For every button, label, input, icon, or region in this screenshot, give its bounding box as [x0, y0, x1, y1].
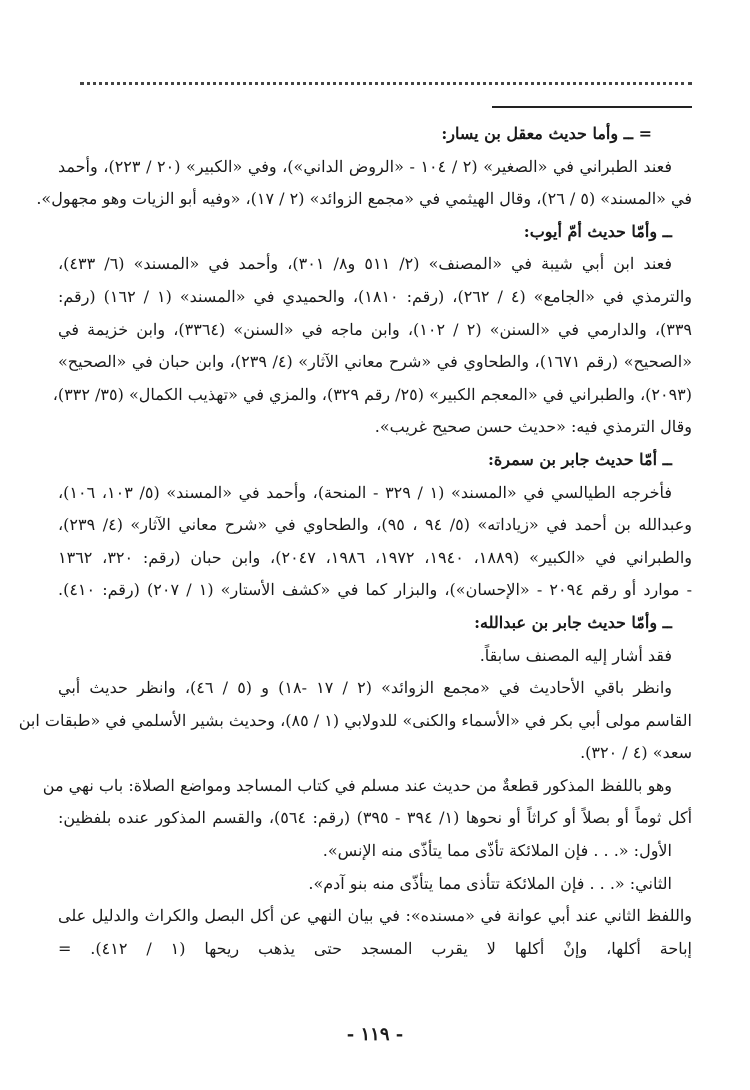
footnote-text [18, 118, 693, 965]
text-line: إباحة أكلها، وإنْ أكلها لا يقرب المسجد حتى يذهب ريحها (١ / ٤١٢). = [58, 938, 692, 958]
footnote-separator [492, 106, 692, 108]
text-line: سعد» (٤ / ٣٢٠). [580, 743, 692, 763]
text-line: واللفظ الثاني عند أبي عوانة في «مسنده»: في بيان النهي عن أكل البصل والكراث والدليل على [58, 906, 692, 926]
page-number: - ١١٩ - [346, 1024, 404, 1045]
text-line: والترمذي في «الجامع» (٤ / ٢٦٢)، (رقم: ١٨١٠)، والحميدي في «المسند» (١ / ١٦٢) (رقم: [58, 286, 693, 306]
text-line: والطبراني في «الكبير» (١٨٨٩، ١٩٤٠، ١٩٧٢، ١٩٨٦، ٢٠٤٧)، وابن حبان (رقم: ٣٢٠، ١٣٦٢ [58, 547, 693, 567]
text-line: فأخرجه الطيالسي في «المسند» (١ / ٣٢٩ - المنحة)، وأحمد في «المسند» (٥/ ١٠٣، ١٠٦)، [58, 482, 672, 502]
text-line: وانظر باقي الأحاديث في «مجمع الزوائد» (٢ / ١٧ -١٨) و (٥ / ٤٦)، وانظر حديث أبي [58, 678, 672, 698]
section-heading: ــ وأمّا حديث جابر بن عبدالله: [474, 612, 672, 632]
text-line: القاسم مولى أبي بكر في «الأسماء والكنى» للدولابي (١ / ٨٥)، وحديث بشير الأسلمي في «طبقات ابن [18, 710, 692, 730]
header-dotted-rule [80, 82, 692, 85]
text-line: ٣٣٩)، والدارمي في «السنن» (٢ / ١٠٢)، وابن ماجه في «السنن» (٣٣٦٤)، وابن خزيمة في [58, 319, 693, 339]
text-line: (٢٠٩٣)، والطبراني في «المعجم الكبير» (٢٥/ رقم ٣٢٩)، والمزي في «تهذيب الكمال» (٣٥/ ٣٣٢)، [52, 384, 692, 404]
text-line: وهو باللفظ المذكور قطعةٌ من حديث عند مسلم في كتاب المساجد ومواضع الصلاة: باب نهي من [42, 775, 672, 795]
text-line: «الصحيح» (رقم ١٦٧١)، والطحاوي في «شرح معاني الآثار» (٤/ ٢٣٩)، وابن حبان في «الصحيح» [58, 352, 693, 372]
section-heading: = ــ وأما حديث معقل بن يسار: [441, 124, 652, 143]
text-line: الثاني: «. . . فإن الملائكة تتأذى مما يتأذّى منه بنو آدم». [308, 873, 672, 893]
section-heading: ــ وأمّا حديث أمّ أيوب: [523, 221, 672, 241]
text-line: فعند ابن أبي شيبة في «المصنف» (٢/ ٥١١ و٨/ ٣٠١)، وأحمد في «المسند» (٦/ ٤٣٣)، [58, 254, 673, 274]
text-line: الأول: «. . . فإن الملائكة تأذّى مما يتأذّى منه الإنس». [322, 841, 672, 861]
text-line: فعند الطبراني في «الصغير» (٢ / ١٠٤ - «الروض الداني»)، وفي «الكبير» (٢٠ / ٢٢٣)، وأحمد [58, 156, 673, 176]
text-line: وقال الترمذي فيه: «حديث حسن صحيح غريب». [374, 417, 692, 437]
text-line: في «المسند» (٥ / ٢٦)، وقال الهيثمي في «مجمع الزوائد» (٢ / ١٧)، «وفيه أبو الزيات وهو مجهول». [36, 189, 692, 209]
text-line: - موارد أو رقم ٢٠٩٤ - «الإحسان»)، والبزار كما في «كشف الأستار» (١ / ٢٠٧) (رقم: ٤١٠). [58, 580, 693, 600]
section-heading: ــ أمّا حديث جابر بن سمرة: [487, 449, 672, 469]
text-line: فقد أشار إليه المصنف سابقاً. [479, 645, 672, 665]
text-line: أكل ثوماً أو بصلاً أو كراثاً أو نحوها (١/ ٣٩٤ - ٣٩٥) (رقم: ٥٦٤)، والقسم المذكور عنده بلفظين: [58, 808, 693, 828]
text-line: وعبدالله بن أحمد في «زياداته» (٥/ ٩٤ ، ٩٥)، والطحاوي في «شرح معاني الآثار» (٤/ ٢٣٩)، [58, 515, 693, 535]
